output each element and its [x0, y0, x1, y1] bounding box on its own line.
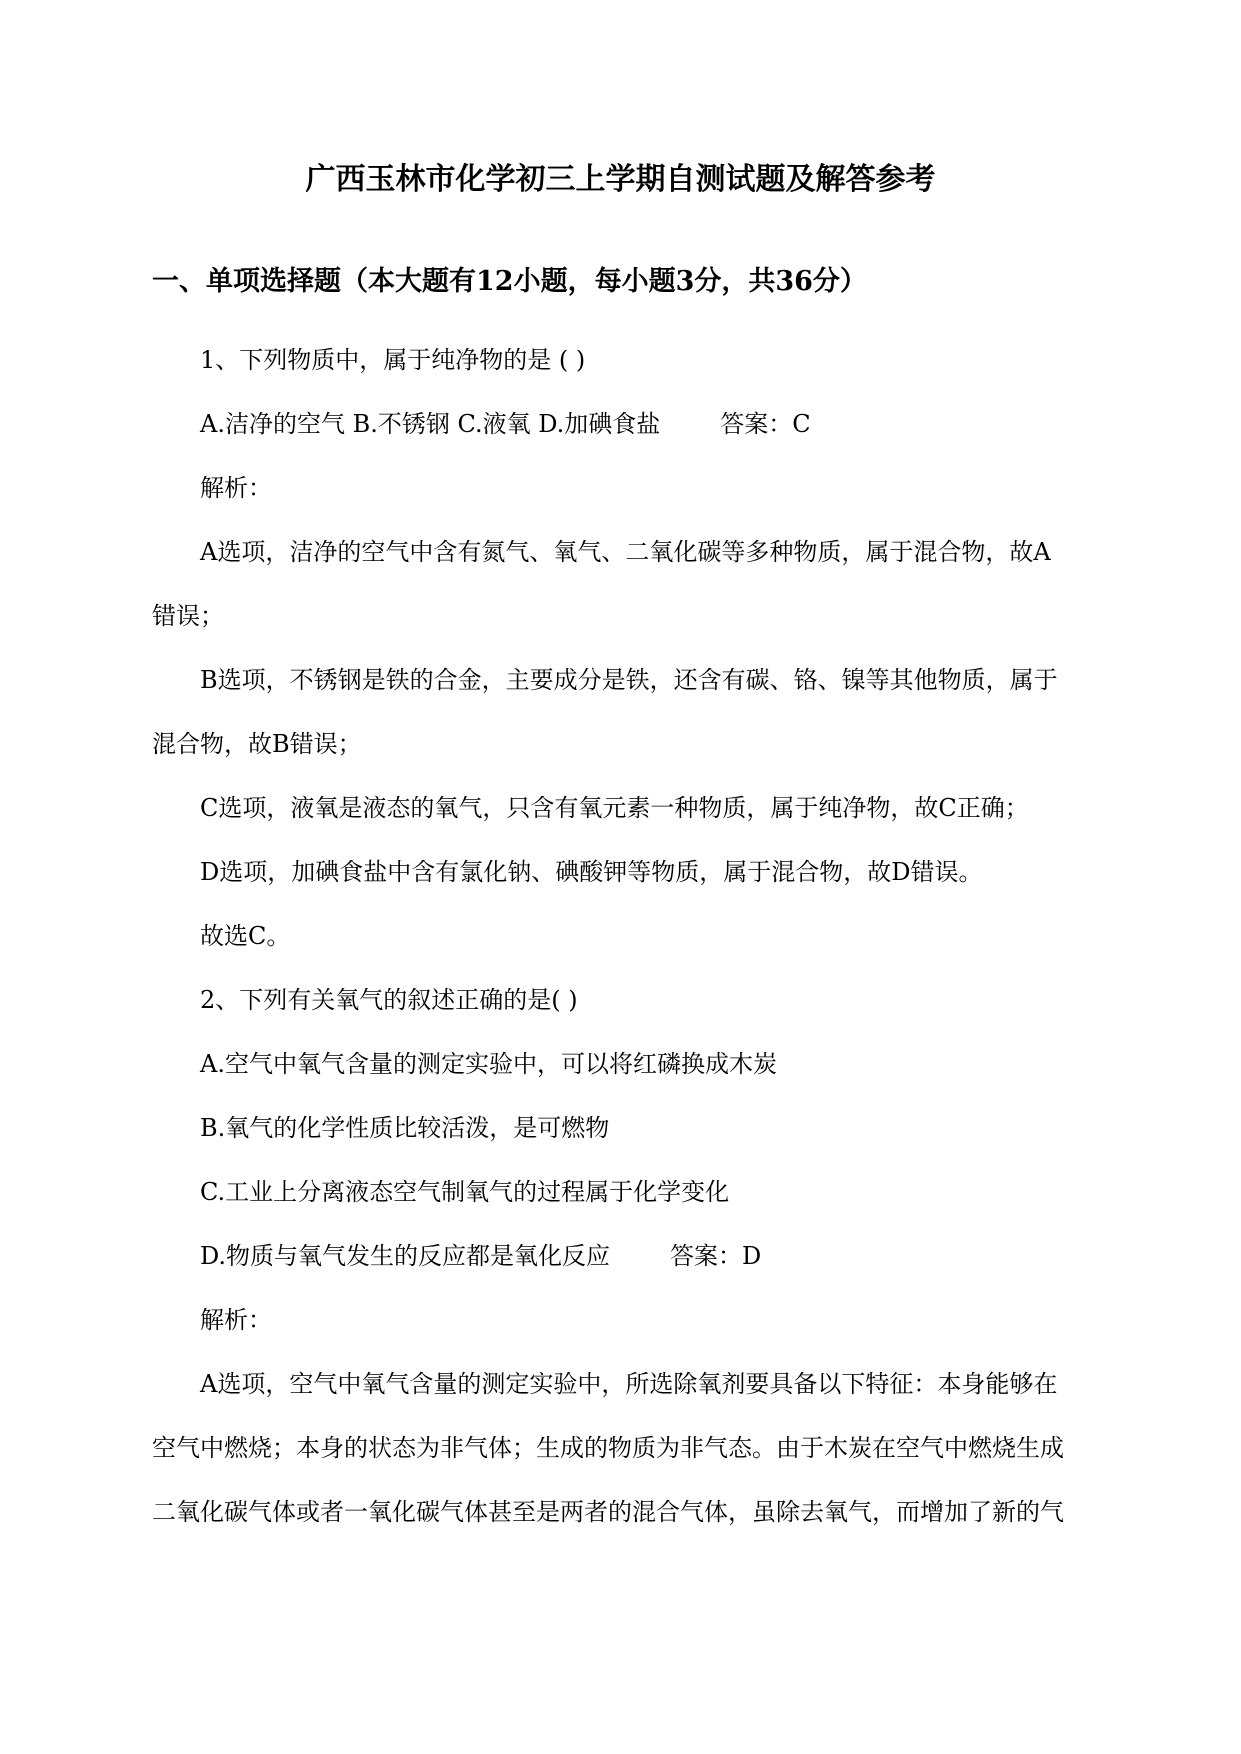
section-heading: 一、单项选择题（本大题有12小题，每小题3分，共36分） — [152, 266, 867, 297]
question-1-conclusion: 故选C。 — [200, 922, 291, 950]
question-1-options-line — [200, 406, 1140, 442]
question-2-analysis-a-cont-1: 空气中燃烧；本身的状态为非气体；生成的物质为非气态。由于木炭在空气中燃烧生成 — [152, 1434, 1064, 1462]
question-1-analysis-a: A选项，洁净的空气中含有氮气、氧气、二氧化碳等多种物质，属于混合物，故A — [200, 538, 1051, 566]
question-2-answer: 答案：D — [670, 1242, 762, 1270]
question-1-analysis-d: D选项，加碘食盐中含有氯化钠、碘酸钾等物质，属于混合物，故D错误。 — [200, 858, 983, 886]
question-2-option-d-line — [200, 1238, 1140, 1274]
question-2-analysis-a-cont-2: 二氧化碳气体或者一氧化碳气体甚至是两者的混合气体，虽除去氧气，而增加了新的气 — [152, 1498, 1064, 1526]
question-1-analysis-b: B选项，不锈钢是铁的合金，主要成分是铁，还含有碳、铬、镍等其他物质，属于 — [200, 666, 1058, 694]
question-2-option-d: D.物质与氧气发生的反应都是氧化反应 — [200, 1242, 611, 1270]
question-1-options: A.洁净的空气 B.不锈钢 C.液氧 D.加碘食盐 — [200, 410, 661, 438]
document-title: 广西玉林市化学初三上学期自测试题及解答参考 — [305, 162, 936, 197]
question-1-analysis-a-cont: 错误； — [152, 602, 224, 630]
question-1-answer: 答案：C — [720, 410, 811, 438]
question-2-analysis-a: A选项，空气中氧气含量的测定实验中，所选除氧剂要具备以下特征：本身能够在 — [200, 1370, 1058, 1398]
question-1-analysis-c: C选项，液氧是液态的氧气，只含有氧元素一种物质，属于纯净物，故C正确； — [200, 794, 1029, 822]
question-1-stem: 1、下列物质中，属于纯净物的是 ( ) — [200, 346, 586, 374]
question-2-option-b: B.氧气的化学性质比较活泼，是可燃物 — [200, 1114, 610, 1142]
question-2-option-a: A.空气中氧气含量的测定实验中，可以将红磷换成木炭 — [200, 1050, 777, 1078]
question-1-analysis-b-cont: 混合物，故B错误； — [152, 730, 362, 758]
question-2-option-c: C.工业上分离液态空气制氧气的过程属于化学变化 — [200, 1178, 730, 1206]
question-2-analysis-label: 解析： — [200, 1306, 272, 1334]
question-2-stem: 2、下列有关氧气的叙述正确的是( ) — [200, 986, 578, 1014]
question-1-analysis-label: 解析： — [200, 474, 272, 502]
